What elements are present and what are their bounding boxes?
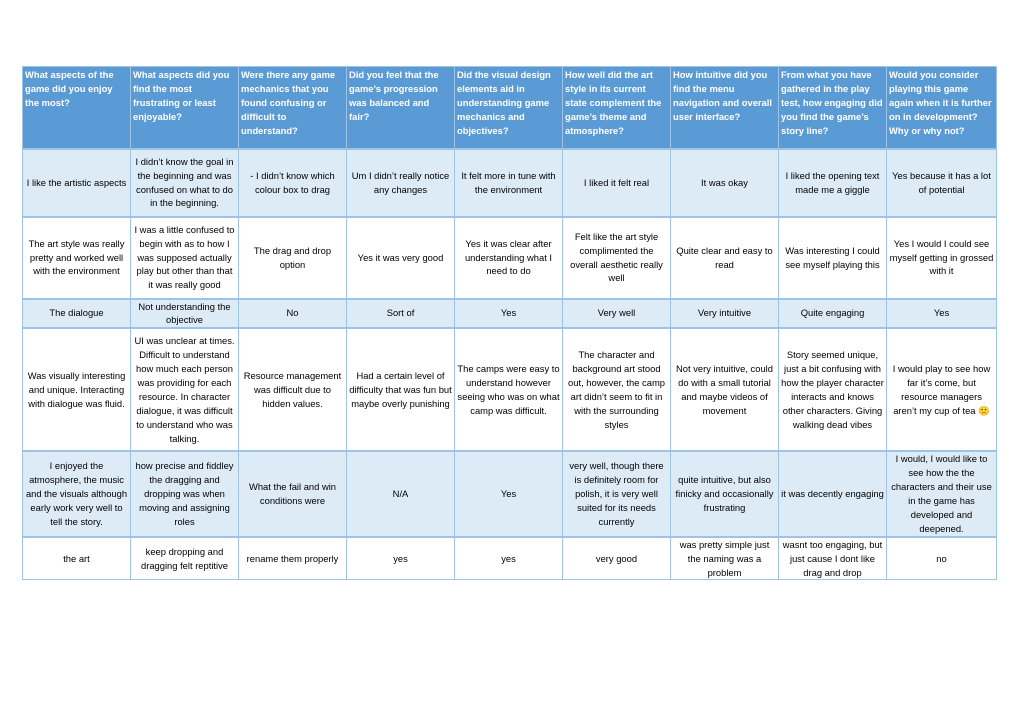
column-header: How well did the art style in its current state complement the game’s theme and atmosphere? [563,67,671,149]
table-cell: Not very intuitive, could do with a small tutorial and maybe videos of movement [671,328,779,451]
table-cell: I would, I would like to see how the the characters and their use in the game has developed and deepened. [887,451,997,536]
table-cell: yes [347,537,455,580]
table-cell: quite intuitive, but also finicky and occasionally frustrating [671,451,779,536]
table-cell: What the fail and win conditions were [239,451,347,536]
table-cell: I enjoyed the atmosphere, the music and the visuals although early work very well to tell the story. [23,451,131,536]
table-cell: keep dropping and dragging felt reptitive [131,537,239,580]
table-row [23,217,997,299]
table-cell: Had a certain level of difficulty that was fun but maybe overly punishing [347,328,455,451]
column-header: Did the visual design elements aid in understanding game mechanics and objectives? [455,67,563,149]
table-cell: No [239,299,347,329]
table-row [23,451,997,536]
table-cell: Yes [455,299,563,329]
survey-table [22,66,997,580]
table-cell: Um I didn’t really notice any changes [347,149,455,217]
table-cell: The drag and drop option [239,217,347,299]
table-cell: Quite engaging [779,299,887,329]
table-cell: Yes [455,451,563,536]
table-cell: it was decently engaging [779,451,887,536]
column-header: What aspects of the game did you enjoy the most? [23,67,131,149]
column-header: Would you consider playing this game again when it is further on in development? Why or why not? [887,67,997,149]
column-header: How intuitive did you find the menu navigation and overall user interface? [671,67,779,149]
table-cell: Yes [887,299,997,329]
table-cell: Very well [563,299,671,329]
table-cell: The camps were easy to understand however seeing who was on what camp was difficult. [455,328,563,451]
table-cell: wasnt too engaging, but just cause I dont like drag and drop [779,537,887,580]
table-cell: Yes because it has a lot of potential [887,149,997,217]
table-cell: yes [455,537,563,580]
table-cell: Yes it was clear after understanding what I need to do [455,217,563,299]
table-row [23,299,997,329]
table-cell: Very intuitive [671,299,779,329]
table-cell: Was visually interesting and unique. Interacting with dialogue was fluid. [23,328,131,451]
table-row [23,149,997,217]
table-row [23,537,997,580]
table-cell: Story seemed unique, just a bit confusing with how the player character interacts and knows other characters. Giving walking dead vibes [779,328,887,451]
table-cell: Not understanding the objective [131,299,239,329]
column-header: Did you feel that the game’s progression was balanced and fair? [347,67,455,149]
table-cell: I liked it felt real [563,149,671,217]
table-cell: It was okay [671,149,779,217]
table-cell: Yes I would I could see myself getting in grossed with it [887,217,997,299]
table-cell: The dialogue [23,299,131,329]
table-cell: very good [563,537,671,580]
table-cell: no [887,537,997,580]
table-cell: the art [23,537,131,580]
table-cell: rename them properly [239,537,347,580]
table-cell: Quite clear and easy to read [671,217,779,299]
table-cell: I didn’t know the goal in the beginning and was confused on what to do in the beginning. [131,149,239,217]
table-cell: how precise and fiddley the dragging and dropping was when moving and assigning roles [131,451,239,536]
table-cell: The art style was really pretty and worked well with the environment [23,217,131,299]
table-cell: was pretty simple just the naming was a problem [671,537,779,580]
table-cell: UI was unclear at times. Difficult to understand how much each person was providing for each resource. In character dialogue, it was difficult to understand who was talking. [131,328,239,451]
table-cell: N/A [347,451,455,536]
column-header: What aspects did you find the most frustrating or least enjoyable? [131,67,239,149]
table-cell: The character and background art stood out, however, the camp art didn’t seem to fit in with the surrounding styles [563,328,671,451]
column-header: Were there any game mechanics that you found confusing or difficult to understand? [239,67,347,149]
table-cell: Felt like the art style complimented the overall aesthetic really well [563,217,671,299]
table-cell: Yes it was very good [347,217,455,299]
table-cell: Resource management was difficult due to hidden values. [239,328,347,451]
table-cell: Sort of [347,299,455,329]
column-header: From what you have gathered in the play test, how engaging did you find the game’s story line? [779,67,887,149]
table-cell: - I didn’t know which colour box to drag [239,149,347,217]
table-cell: Was interesting I could see myself playing this [779,217,887,299]
table-cell: I like the artistic aspects [23,149,131,217]
table-cell: I liked the opening text made me a giggle [779,149,887,217]
header-row [23,67,997,149]
table-cell: very well, though there is definitely room for polish, it is very well suited for its needs currently [563,451,671,536]
table-cell: I was a little confused to begin with as to how I was supposed actually play but other than that it was really good [131,217,239,299]
table-cell: I would play to see how far it’s come, but resource managers aren’t my cup of tea 🙂 [887,328,997,451]
table-row [23,328,997,451]
table-cell: It felt more in tune with the environment [455,149,563,217]
